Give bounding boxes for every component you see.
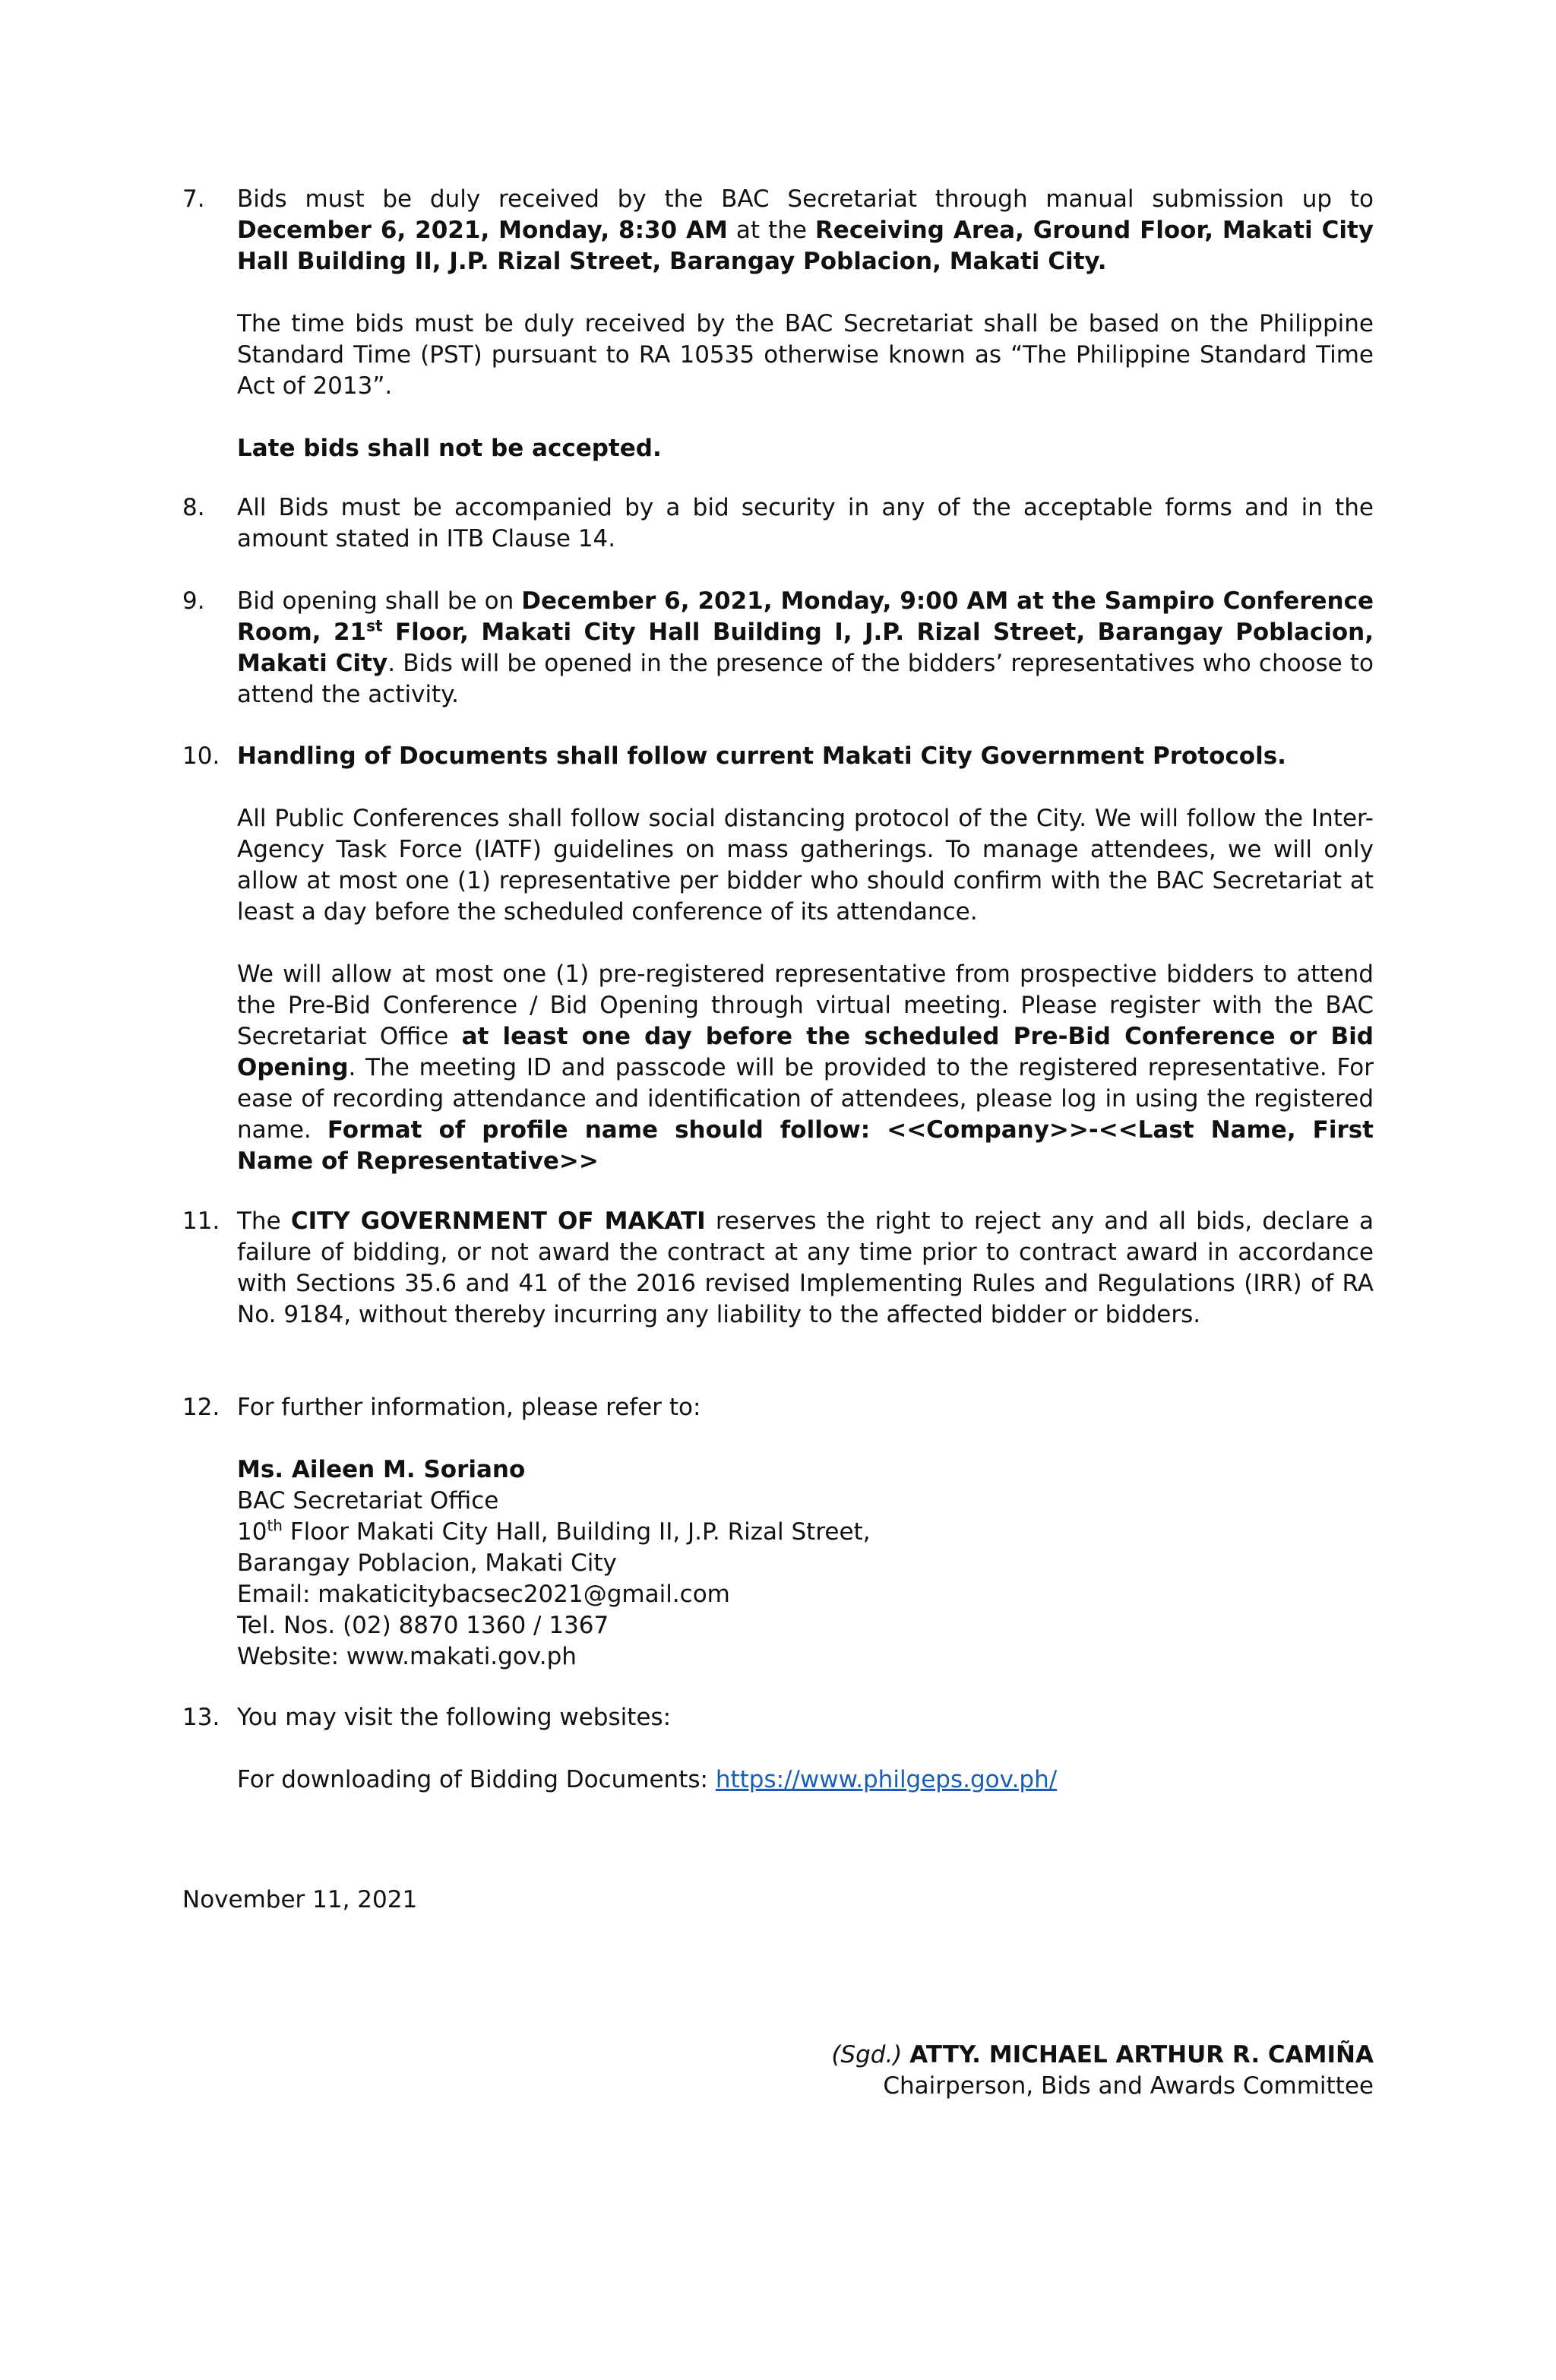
document-date: November 11, 2021 xyxy=(182,1886,418,1913)
contact-name: Ms. Aileen M. Soriano xyxy=(237,1456,526,1483)
item-13-paragraph-1: You may visit the following websites: xyxy=(237,1704,672,1731)
item-13-paragraph-2: For downloading of Bidding Documents: https://www.philgeps.gov.ph/ xyxy=(237,1766,1058,1793)
item-11-paragraph-1: The CITY GOVERNMENT OF MAKATI reserves the right to reject any and all bids, declare a failure of bidding, or not award the contract at any time prior to contract award in accordance with Sections 35.6 and 41 of the 2016 revised Implementing Rules and Regulations (IRR) of RA No. 9184, without thereby incurring any liability to the affected bidder or bidders. xyxy=(237,1207,1374,1328)
item-12 xyxy=(182,1392,1374,1673)
item-9 xyxy=(182,586,1374,711)
item-10 xyxy=(182,741,1374,1177)
signed-mark: (Sgd.) xyxy=(831,2041,903,2068)
item-7-paragraph-1: Bids must be duly received by the BAC Secretariat through manual submission up to December 6, 2021, Monday, 8:30 AM at the Receiving Area, Ground Floor, Makati City Hall Building II, J.P. Rizal Street, Barangay Poblacion, Makati City. xyxy=(237,185,1374,275)
contact-email: Email: makaticitybacsec2021@gmail.com xyxy=(237,1581,730,1608)
contact-office: BAC Secretariat Office xyxy=(237,1487,499,1514)
contact-address-city: Barangay Poblacion, Makati City xyxy=(237,1549,617,1577)
item-number: 9. xyxy=(182,587,205,615)
item-7-paragraph-2: The time bids must be duly received by the BAC Secretariat shall be based on the Philippine Standard Time (PST) pursuant to RA 10535 otherwise known as “The Philippine Standard Time Act of 2013”. xyxy=(237,310,1374,400)
philgeps-link[interactable]: https://www.philgeps.gov.ph/ xyxy=(715,1766,1058,1793)
item-7 xyxy=(182,184,1374,464)
item-7-paragraph-3: Late bids shall not be accepted. xyxy=(237,435,662,462)
item-number: 12. xyxy=(182,1394,220,1421)
item-10-paragraph-3: We will allow at most one (1) pre-registered representative from prospective bidders to attend the Pre-Bid Conference / Bid Opening through virtual meeting. Please register with the BAC Secretariat Office at least one day before the scheduled Pre-Bid Conference or Bid Opening. The meeting ID and passcode will be provided to the registered representative. For ease of recording attendance and identification of attendees, please log in using the registered name. Format of profile name should follow: <<Company>>-<<Last Name, First Name of Representative>> xyxy=(237,961,1374,1175)
signatory-line xyxy=(831,2040,1374,2071)
item-8-paragraph-1: All Bids must be accompanied by a bid security in any of the acceptable forms and in the amount stated in ITB Clause 14. xyxy=(237,494,1374,552)
item-number: 8. xyxy=(182,494,205,521)
contact-address-floor: 10th Floor Makati City Hall, Building II, J.P. Rizal Street, xyxy=(237,1516,871,1546)
item-number: 13. xyxy=(182,1704,220,1731)
item-13 xyxy=(182,1702,1374,1796)
item-number: 7. xyxy=(182,185,205,213)
signature-block xyxy=(831,2040,1374,2102)
contact-block xyxy=(237,1454,1374,1673)
item-10-heading: Handling of Documents shall follow current Makati City Government Protocols. xyxy=(237,742,1286,770)
signatory-title: Chairperson, Bids and Awards Committee xyxy=(883,2072,1374,2100)
item-10-paragraph-2: All Public Conferences shall follow social distancing protocol of the City. We will follow the Inter-Agency Task Force (IATF) guidelines on mass gatherings. To manage attendees, we will only allow at most one (1) representative per bidder who should confirm with the BAC Secretariat at least a day before the scheduled conference of its attendance. xyxy=(237,805,1374,926)
signatory-name: ATTY. MICHAEL ARTHUR R. CAMIÑA xyxy=(909,2041,1374,2068)
item-8 xyxy=(182,492,1374,555)
item-number: 10. xyxy=(182,742,220,770)
item-9-paragraph-1: Bid opening shall be on December 6, 2021, Monday, 9:00 AM at the Sampiro Conference Room, 21st Floor, Makati City Hall Building I, J.P. Rizal Street, Barangay Poblacion, Makati City. Bids will be opened in the presence of the bidders’ representatives who choose to attend the activity. xyxy=(237,587,1374,708)
contact-website: Website: www.makati.gov.ph xyxy=(237,1643,577,1670)
item-12-paragraph-1: For further information, please refer to: xyxy=(237,1394,701,1421)
contact-telephone: Tel. Nos. (02) 8870 1360 / 1367 xyxy=(237,1612,609,1639)
item-11 xyxy=(182,1206,1374,1331)
item-number: 11. xyxy=(182,1207,220,1235)
